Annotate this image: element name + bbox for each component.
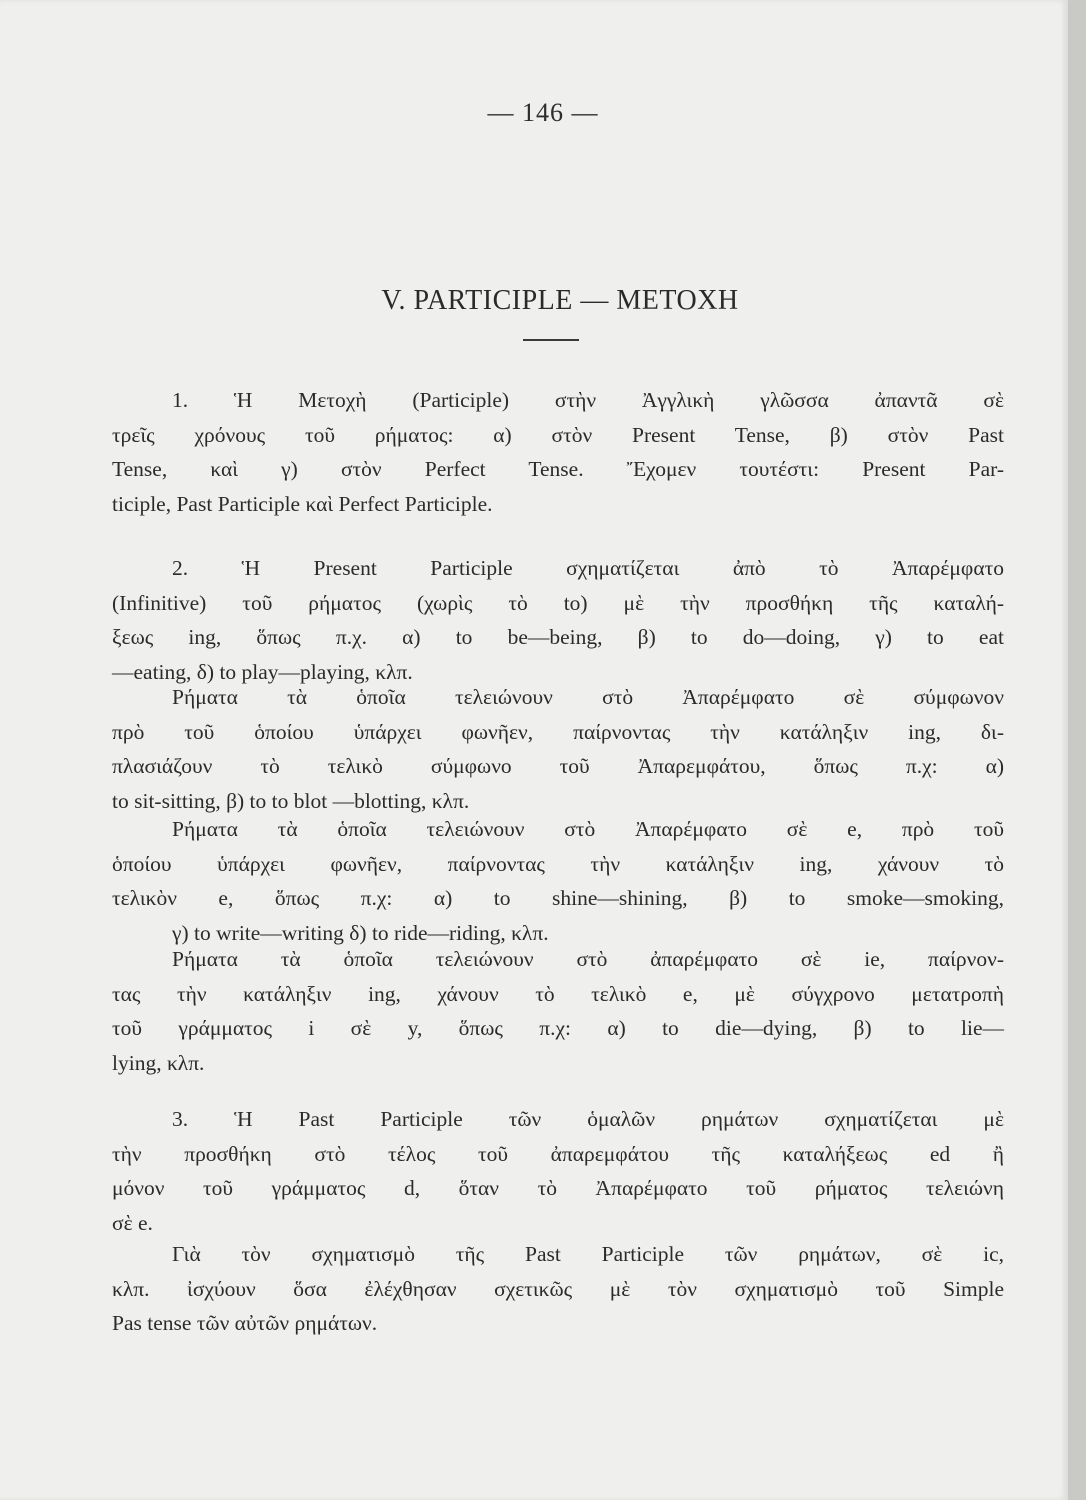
text-line: μόνον τοῦ γράμματος d, ὅταν τὸ Ἀπαρέμφατο τοῦ ρήματος τελειώνη <box>112 1176 1004 1200</box>
text-line: 1. Ἡ Μετοχὴ (Participle) στὴν Ἀγγλικὴ γλῶσσα ἀπαντᾶ σὲ <box>172 388 1004 412</box>
text-line: ticiple, Past Participle καὶ Perfect Participle. <box>112 491 493 516</box>
text-line: Ρήματα τὰ ὁποῖα τελειώνουν στὸ ἀπαρέμφατο σὲ ie, παίρνον- <box>172 947 1004 971</box>
paragraph-6 <box>112 1102 1004 1240</box>
paragraph-1 <box>112 383 1004 521</box>
text-line: τελικὸν e, ὅπως π.χ: α) to shine—shining, β) to smoke—smoking, <box>112 886 1004 910</box>
text-line: κλπ. ἰσχύουν ὅσα ἐλέχθησαν σχετικῶς μὲ τὸν σχηματισμὸ τοῦ Simple <box>112 1276 1004 1301</box>
text-line: ξεως ing, ὅπως π.χ. α) to be—being, β) to do—doing, γ) to eat <box>112 625 1004 649</box>
page-number: — 146 — <box>487 98 599 127</box>
text-line: 3. Ἡ Past Participle τῶν ὁμαλῶν ρημάτων σχηματίζεται μὲ <box>172 1107 1004 1131</box>
text-line: (Infinitive) τοῦ ρήματος (χωρὶς τὸ to) μὲ τὴν προσθήκη τῆς καταλή- <box>112 590 1004 615</box>
text-line: πλασιάζουν τὸ τελικὸ σύμφωνο τοῦ Ἀπαρεμφάτου, ὅπως π.χ: α) <box>112 754 1004 778</box>
text-line: τας τὴν κατάληξιν ing, χάνουν τὸ τελικὸ e, μὲ σύγχρονο μετατροπὴ <box>112 981 1004 1006</box>
text-line: τρεῖς χρόνους τοῦ ρήματος: α) στὸν Present Tense, β) στὸν Past <box>112 422 1004 447</box>
text-line: 2. Ἡ Present Participle σχηματίζεται ἀπὸ τὸ Ἀπαρέμφατο <box>172 556 1004 580</box>
paragraph-4 <box>112 812 1004 950</box>
text-line: πρὸ τοῦ ὁποίου ὑπάρχει φωνῆεν, παίρνοντας τὴν κατάληξιν ing, δι- <box>112 719 1004 744</box>
paragraph-7 <box>112 1237 1004 1341</box>
text-line: to sit-sitting, β) to to blot —blotting, κλπ. <box>112 788 470 813</box>
heading-underline <box>523 339 579 341</box>
paragraph-5 <box>112 942 1004 1080</box>
text-line: σὲ e. <box>112 1210 153 1235</box>
text-line: Tense, καὶ γ) στὸν Perfect Tense. Ἔχομεν τουτέστι: Present Par- <box>112 457 1004 481</box>
text-line: τοῦ γράμματος i σὲ y, ὅπως π.χ: α) to die—dying, β) to lie— <box>112 1016 1004 1040</box>
text-line: ὁποίου ὑπάρχει φωνῆεν, παίρνοντας τὴν κατάληξιν ing, χάνουν τὸ <box>112 851 1004 876</box>
text-line: Ρήματα τὰ ὁποῖα τελειώνουν στὸ Ἀπαρέμφατο σὲ e, πρὸ τοῦ <box>172 817 1004 841</box>
text-line: τὴν προσθήκη στὸ τέλος τοῦ ἀπαρεμφάτου τῆς καταλήξεως ed ἢ <box>112 1141 1004 1166</box>
text-line: γ) to write—writing δ) to ride—riding, κλπ. <box>172 920 549 945</box>
text-line: Pas tense τῶν αὐτῶν ρημάτων. <box>112 1311 378 1335</box>
paragraph-2 <box>112 551 1004 689</box>
text-line: Ρήματα τὰ ὁποῖα τελειώνουν στὸ Ἀπαρέμφατο σὲ σύμφωνον <box>172 685 1004 709</box>
text-line: —eating, δ) to play—playing, κλπ. <box>112 659 413 684</box>
text-line: lying, κλπ. <box>112 1050 205 1075</box>
text-line: Γιὰ τὸν σχηματισμὸ τῆς Past Participle τῶν ρημάτων, σὲ ic, <box>172 1242 1004 1266</box>
section-heading: V. PARTICIPLE — ΜΕΤΟΧΗ <box>381 285 739 316</box>
page-edge <box>1068 0 1086 1500</box>
paragraph-3 <box>112 680 1004 818</box>
